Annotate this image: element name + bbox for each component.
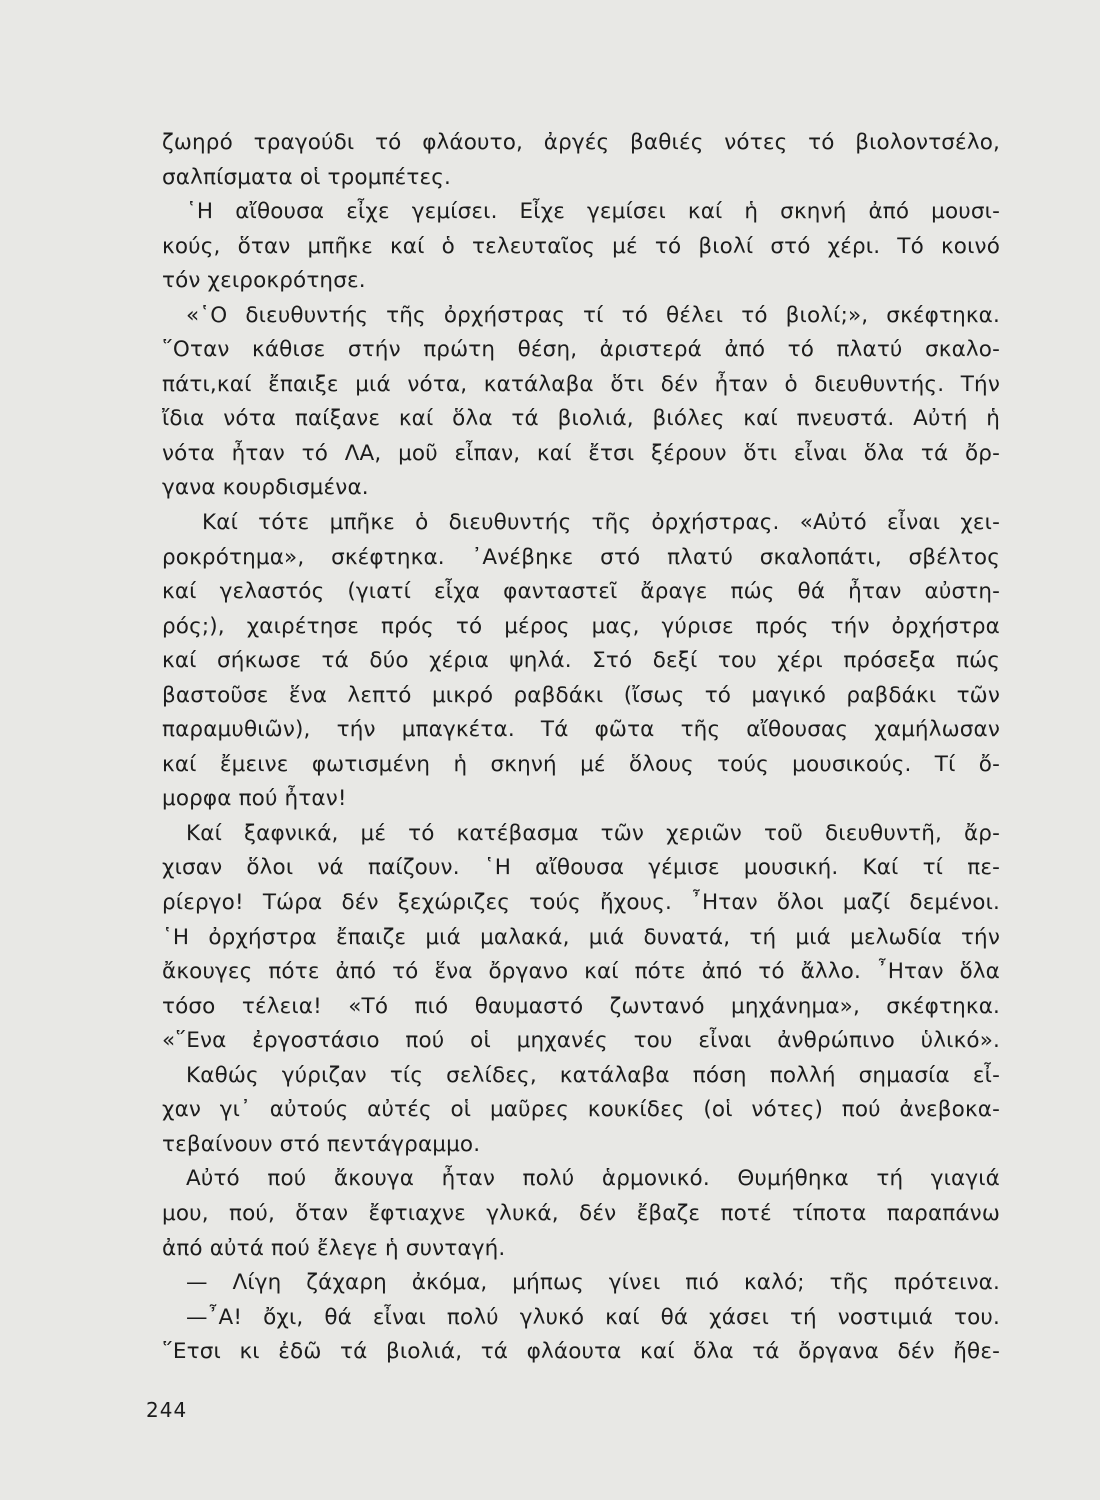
text-line: ρός;), χαιρέτησε πρός τό μέρος μας, γύρισε πρός τήν ὀρχήστρα [162,613,1000,639]
text-line: νότα ἦταν τό ΛΑ, μοῦ εἶπαν, καί ἔτσι ξέρουν ὅτι εἶναι ὅλα τά ὄρ- [162,440,1000,466]
text-line: ροκρότημα», σκέφτηκα. ᾿Ανέβηκε στό πλατύ σκαλοπάτι, σβέλτος [162,544,1000,570]
text-line: βαστοῦσε ἕνα λεπτό μικρό ραβδάκι (ἴσως τό μαγικό ραβδάκι τῶν [162,682,1000,708]
page-number: 244 [146,1398,188,1422]
text-line: Καί ξαφνικά, μέ τό κατέβασμα τῶν χεριῶν τοῦ διευθυντῆ, ἄρ- [186,820,1000,846]
text-line: γανα κουρδισμένα. [162,475,369,501]
body-text [162,126,1000,1370]
text-line: καί σήκωσε τά δύο χέρια ψηλά. Στό δεξί του χέρι πρόσεξα πώς [162,648,1000,674]
text-line: τόσο τέλεια! «Τό πιό θαυμαστό ζωντανό μηχάνημα», σκέφτηκα. [162,993,1000,1019]
text-line: ῾Η αἴθουσα εἶχε γεμίσει. Εἶχε γεμίσει καί ἡ σκηνή ἀπό μουσι- [186,199,1000,225]
text-line: ἴδια νότα παίξανε καί ὅλα τά βιολιά, βιόλες καί πνευστά. Αὐτή ἡ [162,406,1000,432]
text-line: κούς, ὅταν μπῆκε καί ὁ τελευταῖος μέ τό βιολί στό χέρι. Τό κοινό [162,233,1000,259]
text-line: «῞Ενα ἐργοστάσιο πού οἱ μηχανές του εἶναι ἀνθρώπινο ὑλικό». [162,1028,1000,1054]
text-line: ζωηρό τραγούδι τό φλάουτο, ἀργές βαθιές νότες τό βιολοντσέλο, [162,130,1000,155]
text-line: —῏Α! ὄχι, θά εἶναι πολύ γλυκό καί θά χάσει τή νοστιμιά του. [186,1304,1000,1330]
text-line: ἄκουγες πότε ἀπό τό ἕνα ὄργανο καί πότε ἀπό τό ἄλλο. ῏Ηταν ὅλα [162,959,1000,985]
text-line: τεβαίνουν στό πεντάγραμμο. [162,1131,481,1157]
text-line: ρίεργο! Τώρα δέν ξεχώριζες τούς ἤχους. ῏Ηταν ὅλοι μαζί δεμένοι. [162,890,1000,916]
text-line: καί ἔμεινε φωτισμένη ἡ σκηνή μέ ὅλους τούς μουσικούς. Τί ὄ- [162,751,1000,777]
text-line: Καί τότε μπῆκε ὁ διευθυντής τῆς ὀρχήστρας. «Αὐτό εἶναι χει- [202,510,1000,536]
text-line: χισαν ὅλοι νά παίζουν. ῾Η αἴθουσα γέμισε μουσική. Καί τί πε- [162,855,1000,881]
text-line: «῾Ο διευθυντής τῆς ὀρχήστρας τί τό θέλει τό βιολί;», σκέφτηκα. [186,302,1000,328]
text-line: ἀπό αὐτά πού ἔλεγε ἡ συνταγή. [162,1235,506,1261]
text-line: τόν χειροκρότησε. [162,268,366,294]
text-line: — Λίγη ζάχαρη ἀκόμα, μήπως γίνει πιό καλό; τῆς πρότεινα. [186,1270,1000,1296]
text-line: ῾Η ὀρχήστρα ἔπαιζε μιά μαλακά, μιά δυνατά, τή μιά μελωδία τήν [162,924,1000,950]
text-line: ῞Ετσι κι ἐδῶ τά βιολιά, τά φλάουτα καί ὅλα τά ὄργανα δέν ἤθε- [162,1339,1000,1365]
text-line: σαλπίσματα οἱ τρομπέτες. [162,164,452,190]
text-line: παραμυθιῶν), τήν μπαγκέτα. Τά φῶτα τῆς αἴθουσας χαμήλωσαν [162,717,1000,743]
text-line: μου, πού, ὅταν ἔφτιαχνε γλυκά, δέν ἔβαζε ποτέ τίποτα παραπάνω [162,1200,1000,1226]
text-line: χαν γι᾿ αὐτούς αὐτές οἱ μαῦρες κουκίδες (οἱ νότες) πού ἀνεβοκα- [162,1097,1000,1123]
text-line: Αὐτό πού ἄκουγα ἦταν πολύ ἁρμονικό. Θυμήθηκα τή γιαγιά [186,1166,1000,1192]
text-line: Καθώς γύριζαν τίς σελίδες, κατάλαβα πόση πολλή σημασία εἶ- [186,1062,1000,1088]
text-line: καί γελαστός (γιατί εἶχα φανταστεῖ ἄραγε πώς θά ἦταν αὐστη- [162,579,1000,605]
text-line: μορφα πού ἦταν! [162,786,347,812]
text-line: ῞Οταν κάθισε στήν πρώτη θέση, ἀριστερά ἀπό τό πλατύ σκαλο- [162,337,1000,363]
text-line: πάτι,καί ἔπαιξε μιά νότα, κατάλαβα ὅτι δέν ἦταν ὁ διευθυντής. Τήν [162,371,1000,397]
